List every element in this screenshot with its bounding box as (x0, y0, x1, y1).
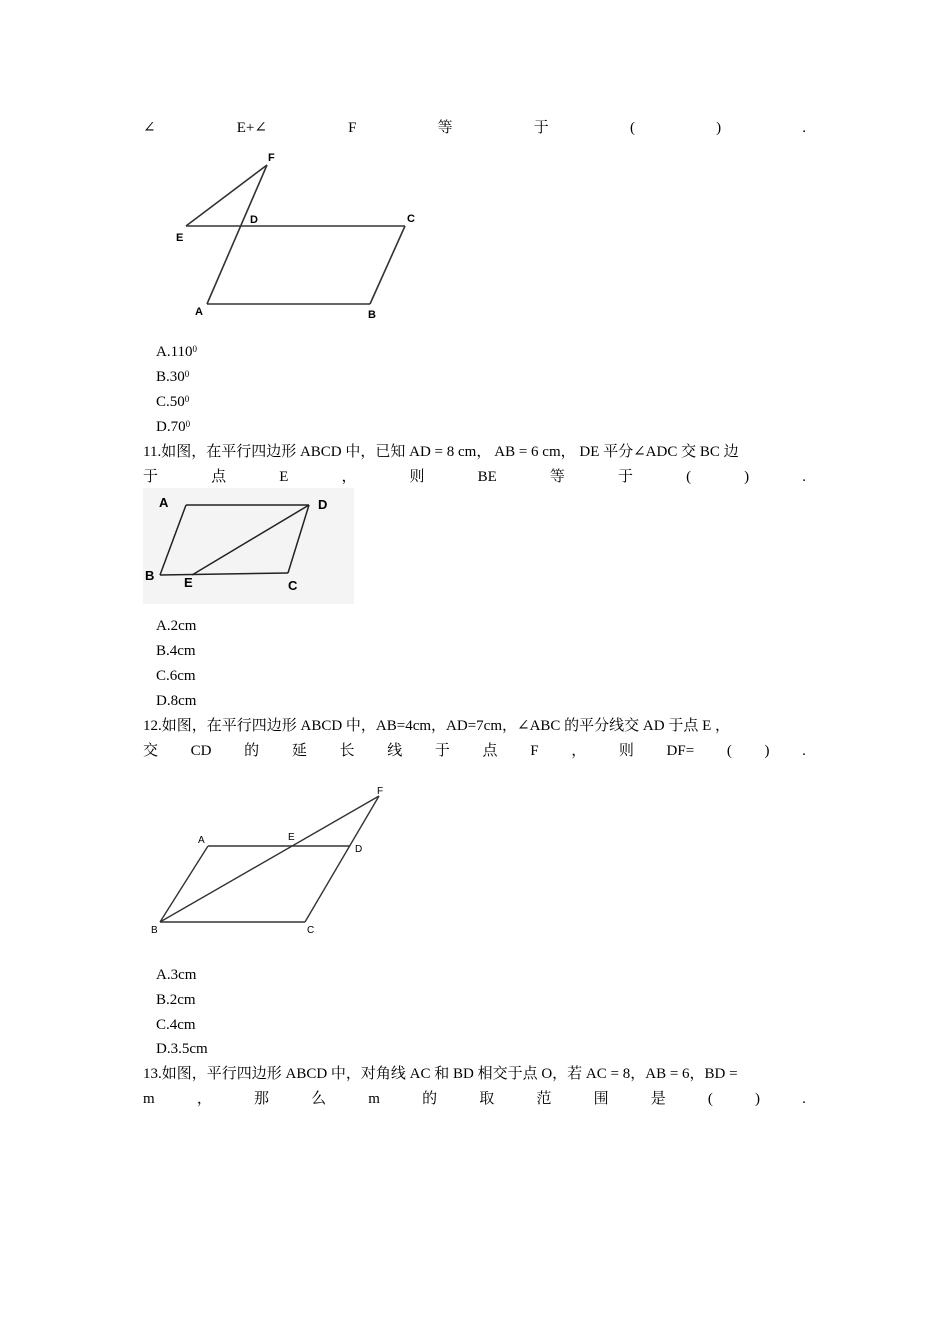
q10-figure (170, 145, 430, 325)
q11-option-a[interactable]: A.2cm (156, 618, 197, 634)
q10-token: 于 (533, 120, 549, 136)
q12-label-c: C (307, 925, 315, 936)
q11-label-e: E (184, 575, 193, 590)
q11-option-b[interactable]: B.4cm (156, 643, 196, 659)
q10-edge-cb (370, 226, 405, 304)
q12-option-b[interactable]: B.2cm (156, 992, 196, 1008)
q10-label-b: B (368, 309, 376, 321)
q10-option-d[interactable]: $D.70^0$ (156, 419, 191, 435)
q12-edge-cf (305, 796, 379, 922)
q10-option-b[interactable]: $B.30^0$ (156, 369, 190, 385)
q12-label-e: E (288, 832, 295, 843)
q10-token: . (802, 120, 806, 136)
q10-token: ( (629, 120, 635, 136)
q10-token: F (348, 120, 357, 136)
q11-stem-line1: 11.如图，在平行四边形 ABCD 中，已知 AD = 8 cm， AB = 6 cm， DE 平分∠ADC 交 BC 边 (143, 444, 739, 460)
q10-label-a: A (195, 306, 203, 318)
q12-option-a[interactable]: A.3cm (156, 967, 197, 983)
q12-stem-line2: 交 CD 的 延 长 线 于 点 F ， 则 DF= ( ) . (143, 743, 806, 759)
q10-stem-line (143, 118, 806, 138)
q11-label-b: B (145, 568, 155, 583)
q10-label-f: F (268, 152, 275, 164)
q10-label-c: C (407, 213, 415, 225)
q12-stem-line1: 12.如图，在平行四边形 ABCD 中，AB=4cm，AD=7cm，∠ABC 的平分线交 AD 于点 E ， (143, 718, 730, 734)
q10-option-a[interactable]: A.110$^0$ (156, 344, 198, 360)
q12-label-d: D (355, 844, 363, 855)
q10-token: ∠ (143, 120, 156, 136)
q11-figure (143, 488, 354, 604)
q11-option-c[interactable]: C.6cm (156, 668, 196, 684)
q11-label-a: A (159, 495, 169, 510)
q10-token: ) (716, 120, 722, 136)
q10-edge-ad-f (207, 165, 267, 304)
q12-figure (145, 780, 395, 940)
q12-label-f: F (377, 786, 384, 797)
q11-label-d: D (318, 497, 328, 512)
q10-label-e: E (176, 232, 184, 244)
q12-edge-ab (160, 846, 208, 922)
q12-label-a: A (198, 835, 205, 846)
q11-stem-line2: 于 点 E ， 则 BE 等 于 ( ) . (143, 469, 806, 485)
q13-stem-line2: m ， 那 么 m 的 取 范 围 是 ( ) . (143, 1091, 806, 1107)
q11-option-d[interactable]: D.8cm (156, 693, 197, 709)
q12-option-c[interactable]: C.4cm (156, 1017, 196, 1033)
q10-label-d: D (250, 214, 258, 226)
q11-label-c: C (288, 578, 298, 593)
q10-token: E+∠ (236, 120, 267, 136)
q12-label-b: B (151, 925, 158, 936)
q10-option-c[interactable]: $C.50^0$ (156, 394, 190, 410)
q12-option-d[interactable]: D.3.5cm (156, 1041, 208, 1057)
q12-edge-bf (160, 796, 379, 922)
q10-token: 等 (437, 120, 453, 136)
q13-stem-line1: 13.如图，平行四边形 ABCD 中，对角线 AC 和 BD 相交于点 O，若 AC = 8，AB = 6，BD = (143, 1066, 738, 1082)
